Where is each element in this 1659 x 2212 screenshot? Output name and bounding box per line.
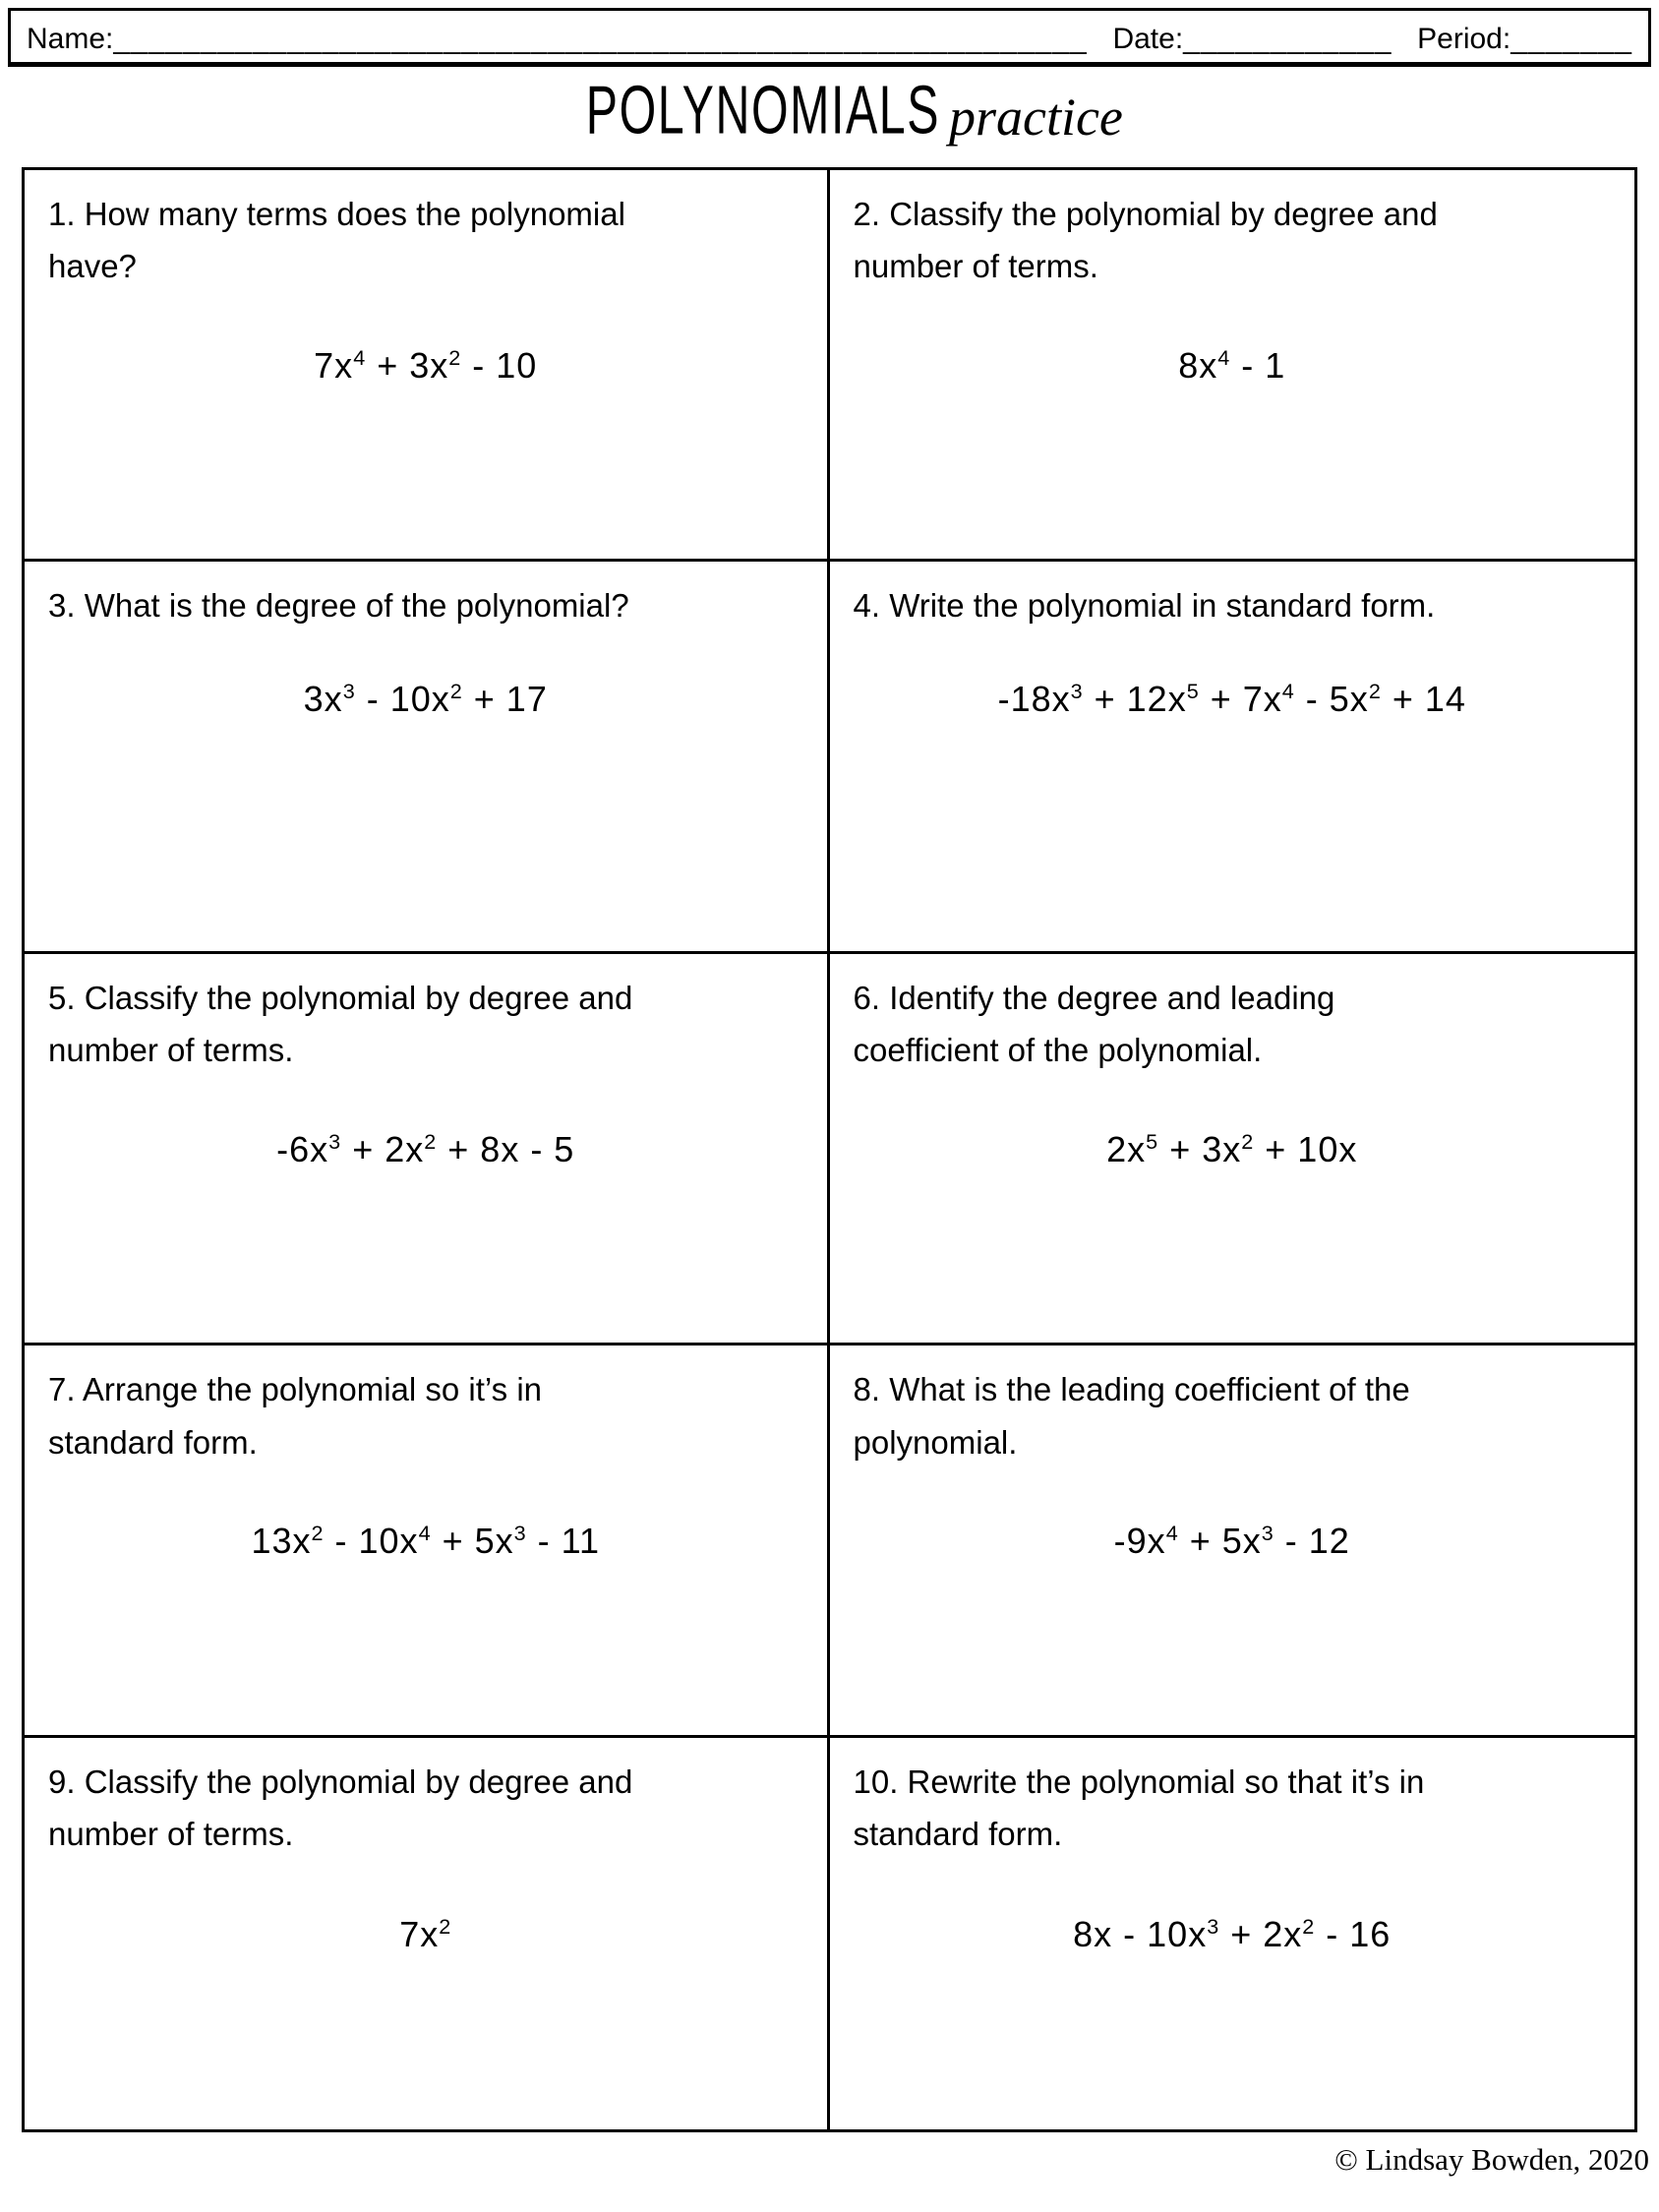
period-blank-line: _______: [1511, 23, 1632, 55]
question-cell-8: [830, 1345, 1635, 1737]
polynomial-expression: $-9x^4 + 5x^3 - 12$: [1113, 1521, 1350, 1562]
polynomial-expression: $3x^3 - 10x^2 + 17$: [303, 679, 548, 719]
question-text: 6. Identify the degree and leading coefficient of the polynomial.: [853, 979, 1335, 1069]
question-text: 2. Classify the polynomial by degree and number of terms.: [853, 196, 1438, 285]
name-blank-line: ________________________________________________________: [113, 23, 1088, 55]
question-cell-3: [25, 562, 830, 953]
polynomial-expression: $13x^2 - 10x^4 + 5x^3 - 11$: [251, 1521, 601, 1562]
student-info-header: [8, 8, 1651, 67]
question-text: 8. What is the leading coefficient of the polynomial.: [853, 1371, 1410, 1461]
date-field-label: Date:: [1112, 23, 1184, 55]
polynomial-expression: $7x^2$: [399, 1913, 452, 1954]
copyright-credit: © Lindsay Bowden, 2020: [1334, 2142, 1649, 2177]
question-cell-9: [25, 1738, 830, 2129]
period-field: [1417, 23, 1632, 56]
question-cell-4: [830, 562, 1635, 953]
title-main: POLYNOMIALS: [585, 73, 941, 149]
polynomial-expression: $7x^4 + 3x^2 - 10$: [314, 344, 538, 386]
question-text: 5. Classify the polynomial by degree and number of terms.: [48, 979, 633, 1069]
date-field: [1112, 23, 1392, 56]
question-text: 1. How many terms does the polynomial have?: [48, 196, 625, 285]
question-cell-7: [25, 1345, 830, 1737]
polynomial-expression: $8x^4 - 1$: [1178, 344, 1286, 386]
worksheet-grid: [22, 167, 1637, 2132]
polynomial-expression: $-18x^3 + 12x^5 + 7x^4 - 5x^2 + 14$: [997, 679, 1466, 719]
polynomial-expression: $2x^5 + 3x^2 + 10x$: [1106, 1128, 1358, 1169]
question-cell-10: [830, 1738, 1635, 2129]
question-text: 9. Classify the polynomial by degree and number of terms.: [48, 1763, 633, 1853]
polynomial-expression: $-6x^3 + 2x^2 + 8x - 5$: [276, 1128, 575, 1169]
date-blank-line: ____________: [1183, 23, 1392, 55]
question-text: 3. What is the degree of the polynomial?: [48, 587, 629, 625]
question-cell-5: [25, 954, 830, 1345]
name-field: [27, 23, 1088, 56]
question-text: 10. Rewrite the polynomial so that it’s in standard form.: [853, 1763, 1425, 1853]
title-script: practice: [948, 88, 1123, 147]
period-field-label: Period:: [1417, 23, 1511, 55]
question-cell-1: [25, 170, 830, 562]
question-cell-6: [830, 954, 1635, 1345]
page-title: [0, 73, 1659, 149]
polynomial-expression: $8x - 10x^3 + 2x^2 - 16$: [1073, 1913, 1392, 1954]
question-text: 7. Arrange the polynomial so it’s in standard form.: [48, 1371, 543, 1461]
name-field-label: Name:: [27, 23, 114, 55]
question-text: 4. Write the polynomial in standard form.: [853, 587, 1436, 625]
question-cell-2: [830, 170, 1635, 562]
